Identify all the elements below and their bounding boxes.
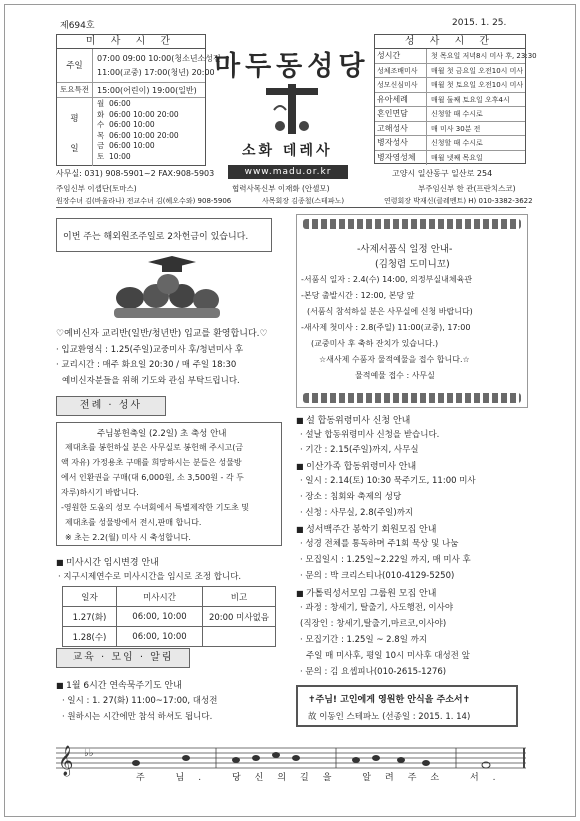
sacrament-row — [375, 107, 525, 122]
table-cell: 1.27(화) — [63, 607, 117, 627]
weekday-label-1: 평 — [70, 114, 79, 124]
sacrament-box — [374, 34, 537, 164]
sacrament-value: 매월 첫 금요일 오전10시 미사 — [431, 66, 524, 75]
weekday-item: 수 06:00 10:00 — [97, 120, 155, 130]
table-header: 비고 — [203, 587, 276, 607]
memorial-prayer: ✝주님! 고인에게 영원한 안식을 주소서✝ — [308, 695, 471, 705]
catechumen-line-2: · 교리시간 : 매주 화요일 20:30 / 매 주일 18:30 — [56, 360, 237, 370]
notice-1-line: · 기간 : 2.15(주일)까지, 사무실 — [300, 445, 419, 455]
adoration-line-2: · 원하시는 시간에만 참석 하셔도 됩니다. — [62, 712, 213, 722]
table-cell: 06:00, 10:00 — [117, 607, 203, 627]
sacrament-row — [375, 78, 525, 93]
table-cell: 06:00, 10:00 — [117, 627, 203, 647]
parish-title: 마두동성당 — [214, 51, 370, 82]
memorial-box — [296, 685, 518, 727]
saturday-label: 토요특전 — [57, 83, 93, 97]
vicar: 부주임신부 한 관(프란치스코) — [418, 184, 516, 193]
weekday-item: 금 06:00 10:00 — [97, 141, 155, 151]
notice-3-line: · 성경 전체를 통독하며 주1회 묵상 및 나눔 — [300, 539, 459, 549]
mass-schedule-title: 미 사 시 간 — [57, 35, 205, 49]
offering-notice: 이번 주는 해외원조주일로 2차헌금이 있습니다. — [56, 218, 272, 252]
ordination-line-5: (교중미사 후 축하 잔치가 있습니다.) — [311, 339, 439, 348]
sacrament-value: 첫 목요일 저녁8시 미사 후, 23:30 — [431, 52, 537, 60]
sunday-row — [57, 49, 221, 83]
feast-line-2: 액 자유) 가정용초 구매를 희망하시는 분들은 성물방 — [61, 458, 242, 467]
music-lyrics: 주 님. 당신의길을 알려주소 서. — [136, 773, 510, 783]
patron-name: 소화 데레사 — [242, 143, 333, 159]
mass-change-table — [62, 586, 276, 647]
notice-2-line: · 신청 : 사무실, 2.8(주일)까지 — [300, 508, 414, 518]
nuns: 원장수녀 김(바울라나) 전교수녀 김(헤오수와) 908-5906 — [56, 197, 232, 205]
sacrament-row — [375, 93, 525, 108]
table-row — [63, 607, 276, 627]
issue-date: 2015. 1. 25. — [452, 18, 507, 28]
ordination-title: -사제서품식 일정 안내- — [357, 244, 453, 255]
table-cell — [203, 627, 276, 647]
sacrament-label: 유아세례 — [375, 93, 427, 107]
ordination-line-3: (서품식 참석하실 분은 사무실에 신청 바랍니다) — [307, 307, 473, 316]
sunday-label: 주일 — [57, 49, 93, 82]
sacrament-value: 매월 첫 토요일 오전10시 미사 — [431, 81, 524, 89]
svg-text:♭♭: ♭♭ — [84, 748, 94, 759]
sacrament-value: 신청할 때 수시로 — [431, 110, 483, 118]
notice-4-line: · 모집기간 : 1.25일 ~ 2.8일 까지 — [300, 635, 428, 645]
weekday-label-2: 일 — [70, 144, 79, 154]
ordination-line-4: -새사제 첫미사 : 2.8(주일) 11:00(교중), 17:00 — [301, 323, 471, 332]
ordination-line-2: -본당 출발시간 : 12:00, 본당 앞 — [301, 291, 415, 300]
vine-border-bottom — [303, 393, 521, 403]
weekday-item: 목 06:00 10:00 20:00 — [97, 130, 179, 140]
sacrament-value: 매월 넷째 목요일 — [431, 153, 483, 162]
table-header-row — [63, 587, 276, 607]
adoration-title: ■ 1월 6시간 연속묵주기도 안내 — [56, 678, 182, 691]
notice-4-line: 주일 매 미사후, 평일 10시 미사후 대성전 앞 — [306, 651, 470, 661]
notice-4-line: · 문의 : 김 요셉피나(010-2615-1276) — [300, 667, 447, 677]
ordination-subtitle: (김청렴 도미니꼬) — [375, 259, 450, 270]
feast-line-7: ※ 초는 2.2(월) 미사 시 축성합니다. — [65, 533, 191, 542]
notice-3-line: · 문의 : 박 크리스티나(010-4129-5250) — [300, 571, 455, 581]
feast-line-3: 에서 인환권을 구매(대 6,000원, 소 3,500원 - 각 두 — [61, 473, 244, 482]
sunday-times-2: 11:00(교중) 17:00(청년) 20:00 — [97, 68, 215, 77]
svg-text:𝄞: 𝄞 — [58, 746, 74, 776]
address: 고양시 일산동구 일산로 254 — [392, 169, 493, 178]
sacrament-label: 병자영성체 — [375, 151, 427, 165]
table-cell: 20:00 미사없음 — [203, 607, 276, 627]
notice-4-line: · 과정 : 창세기, 탈출기, 사도행전, 이사야 — [300, 603, 454, 613]
website-url[interactable]: www.madu.or.kr — [228, 165, 348, 179]
weekday-item: 토 10:00 — [97, 151, 131, 161]
weekday-item: 화 06:00 10:00 20:00 — [97, 109, 179, 119]
music-staff — [56, 742, 526, 784]
catechumen-line-1: · 입교환영식 : 1.25(주일)교중미사 후/청년미사 후 — [56, 345, 244, 355]
notice-1-line: · 설날 합동위령미사 신청을 받습니다. — [300, 430, 440, 440]
sacrament-row — [375, 136, 525, 151]
weekday-row — [57, 98, 205, 166]
liturgy-section-header: 전례 · 성사 — [56, 396, 166, 416]
notice-2-title: ■ 이산가족 합동위령미사 안내 — [296, 459, 416, 472]
edu-section-header: 교육 · 모임 · 알림 — [56, 648, 190, 668]
sacrament-row — [375, 64, 525, 79]
mass-change-desc: · 지구시제연수로 미사시간을 임시로 조정 합니다. — [58, 572, 242, 582]
sacrament-label: 성모신심미사 — [375, 78, 427, 92]
sacrament-label: 고해성사 — [375, 122, 427, 136]
cross-icon — [262, 84, 322, 136]
sacrament-label: 성시간 — [375, 49, 427, 63]
saturday-times: 15:00(어린이) 19:00(일반) — [97, 86, 197, 95]
ordination-line-7: 물적예물 접수 : 사무실 — [355, 371, 435, 380]
notice-4-line: (직장인 : 창세기,탈출기,마르코,이사야) — [300, 619, 447, 629]
funeral-union: 연령회장 박재신(클레멘트) H) 010-3382-3622 — [384, 197, 533, 205]
vine-border-top — [303, 219, 521, 229]
feast-title: 주님봉헌축일 (2.2일) 초 축성 안내 — [97, 429, 227, 439]
cross-logo — [262, 84, 322, 136]
notice-1-title: ■ 설 합동위령미사 신청 안내 — [296, 413, 410, 426]
catechumen-line-3: 예비신자분들을 위해 기도와 관심 부탁드립니다. — [62, 376, 240, 386]
sunday-times-1: 07:00 09:00 10:00(청소년소성전 — [97, 54, 221, 63]
feast-notice-box — [56, 422, 282, 546]
sacrament-label: 성체조배미사 — [375, 64, 427, 78]
notice-2-line: · 장소 : 침회와 축제의 성당 — [300, 492, 402, 502]
ordination-line-1: -서품식 일자 : 2.4(수) 14:00, 의정부실내체육관 — [301, 275, 473, 284]
sacrament-value: 매 미사 30분 전 — [431, 124, 481, 133]
mass-change-title: ■ 미사시간 임시변경 안내 — [56, 555, 159, 568]
header-divider — [56, 207, 526, 208]
table-cell: 1.28(수) — [63, 627, 117, 647]
notice-3-line: · 모집일시 : 1.25일~2.22일 까지, 매 미사 후 — [300, 555, 471, 565]
weekday-label — [57, 98, 93, 166]
mass-schedule-box — [56, 34, 221, 166]
sacrament-label: 병자성사 — [375, 136, 427, 150]
notice-2-line: · 일시 : 2.14(토) 10:30 묵주기도, 11:00 미사 — [300, 476, 476, 486]
sacrament-row — [375, 151, 525, 165]
feast-line-1: 제대초를 봉헌하실 분은 사무실로 봉헌해 주시고(금 — [65, 443, 244, 452]
saturday-row — [57, 83, 205, 98]
phone-fax: 사무실: 031) 908-5901~2 FAX:908-5903 — [56, 169, 215, 178]
sacrament-label: 혼인면담 — [375, 107, 427, 121]
memorial-name: 故 이동인 스테파노 (선종일 : 2015. 1. 14) — [308, 712, 471, 722]
weekday-item: 월 06:00 — [97, 99, 131, 108]
issue-number: 제694호 — [60, 21, 95, 31]
weekday-list — [97, 99, 179, 163]
table-header: 미사시간 — [117, 587, 203, 607]
feast-line-4: 자루)하시기 바랍니다. — [61, 488, 139, 497]
sacrament-row — [375, 122, 525, 137]
catechumen-illustration — [108, 256, 226, 320]
notice-3-title: ■ 성서백주간 봉학기 회원모집 안내 — [296, 522, 436, 535]
table-header: 일자 — [63, 587, 117, 607]
table-row — [63, 627, 276, 647]
catechumen-title: ♡예비신자 교리반(일반/청년반) 입교를 환영합니다.♡ — [56, 329, 268, 339]
adoration-line-1: · 일시 : 1. 27(화) 11:00~17:00, 대성전 — [62, 696, 218, 706]
graduation-cap-icon — [108, 256, 226, 320]
sacrament-value: 매월 둘째 토요일 오후4시 — [431, 95, 510, 104]
pastor: 주임신부 이셉단(토마스) — [56, 184, 137, 193]
assoc-priest: 협력사목신부 이재화 (안셀모) — [232, 184, 330, 193]
feast-line-5: -영원한 도움의 성모 수녀회에서 특별제작한 기도초 및 — [61, 503, 250, 512]
ordination-line-6: ☆새사제 수품자 물적예물을 접수 합니다.☆ — [319, 355, 470, 364]
notice-4-title: ■ 가톨릭성서모임 그룹원 모집 안내 — [296, 586, 436, 599]
ordination-box — [296, 214, 528, 408]
council-president: 사목회장 김종철(스테파노) — [262, 197, 345, 205]
sacrament-value: 신청할 때 수시로 — [431, 139, 483, 147]
sacrament-title: 성 사 시 간 — [375, 35, 525, 49]
feast-line-6: 제대초를 성물방에서 전시,판매 합니다. — [65, 518, 202, 527]
sacrament-row — [375, 49, 537, 64]
